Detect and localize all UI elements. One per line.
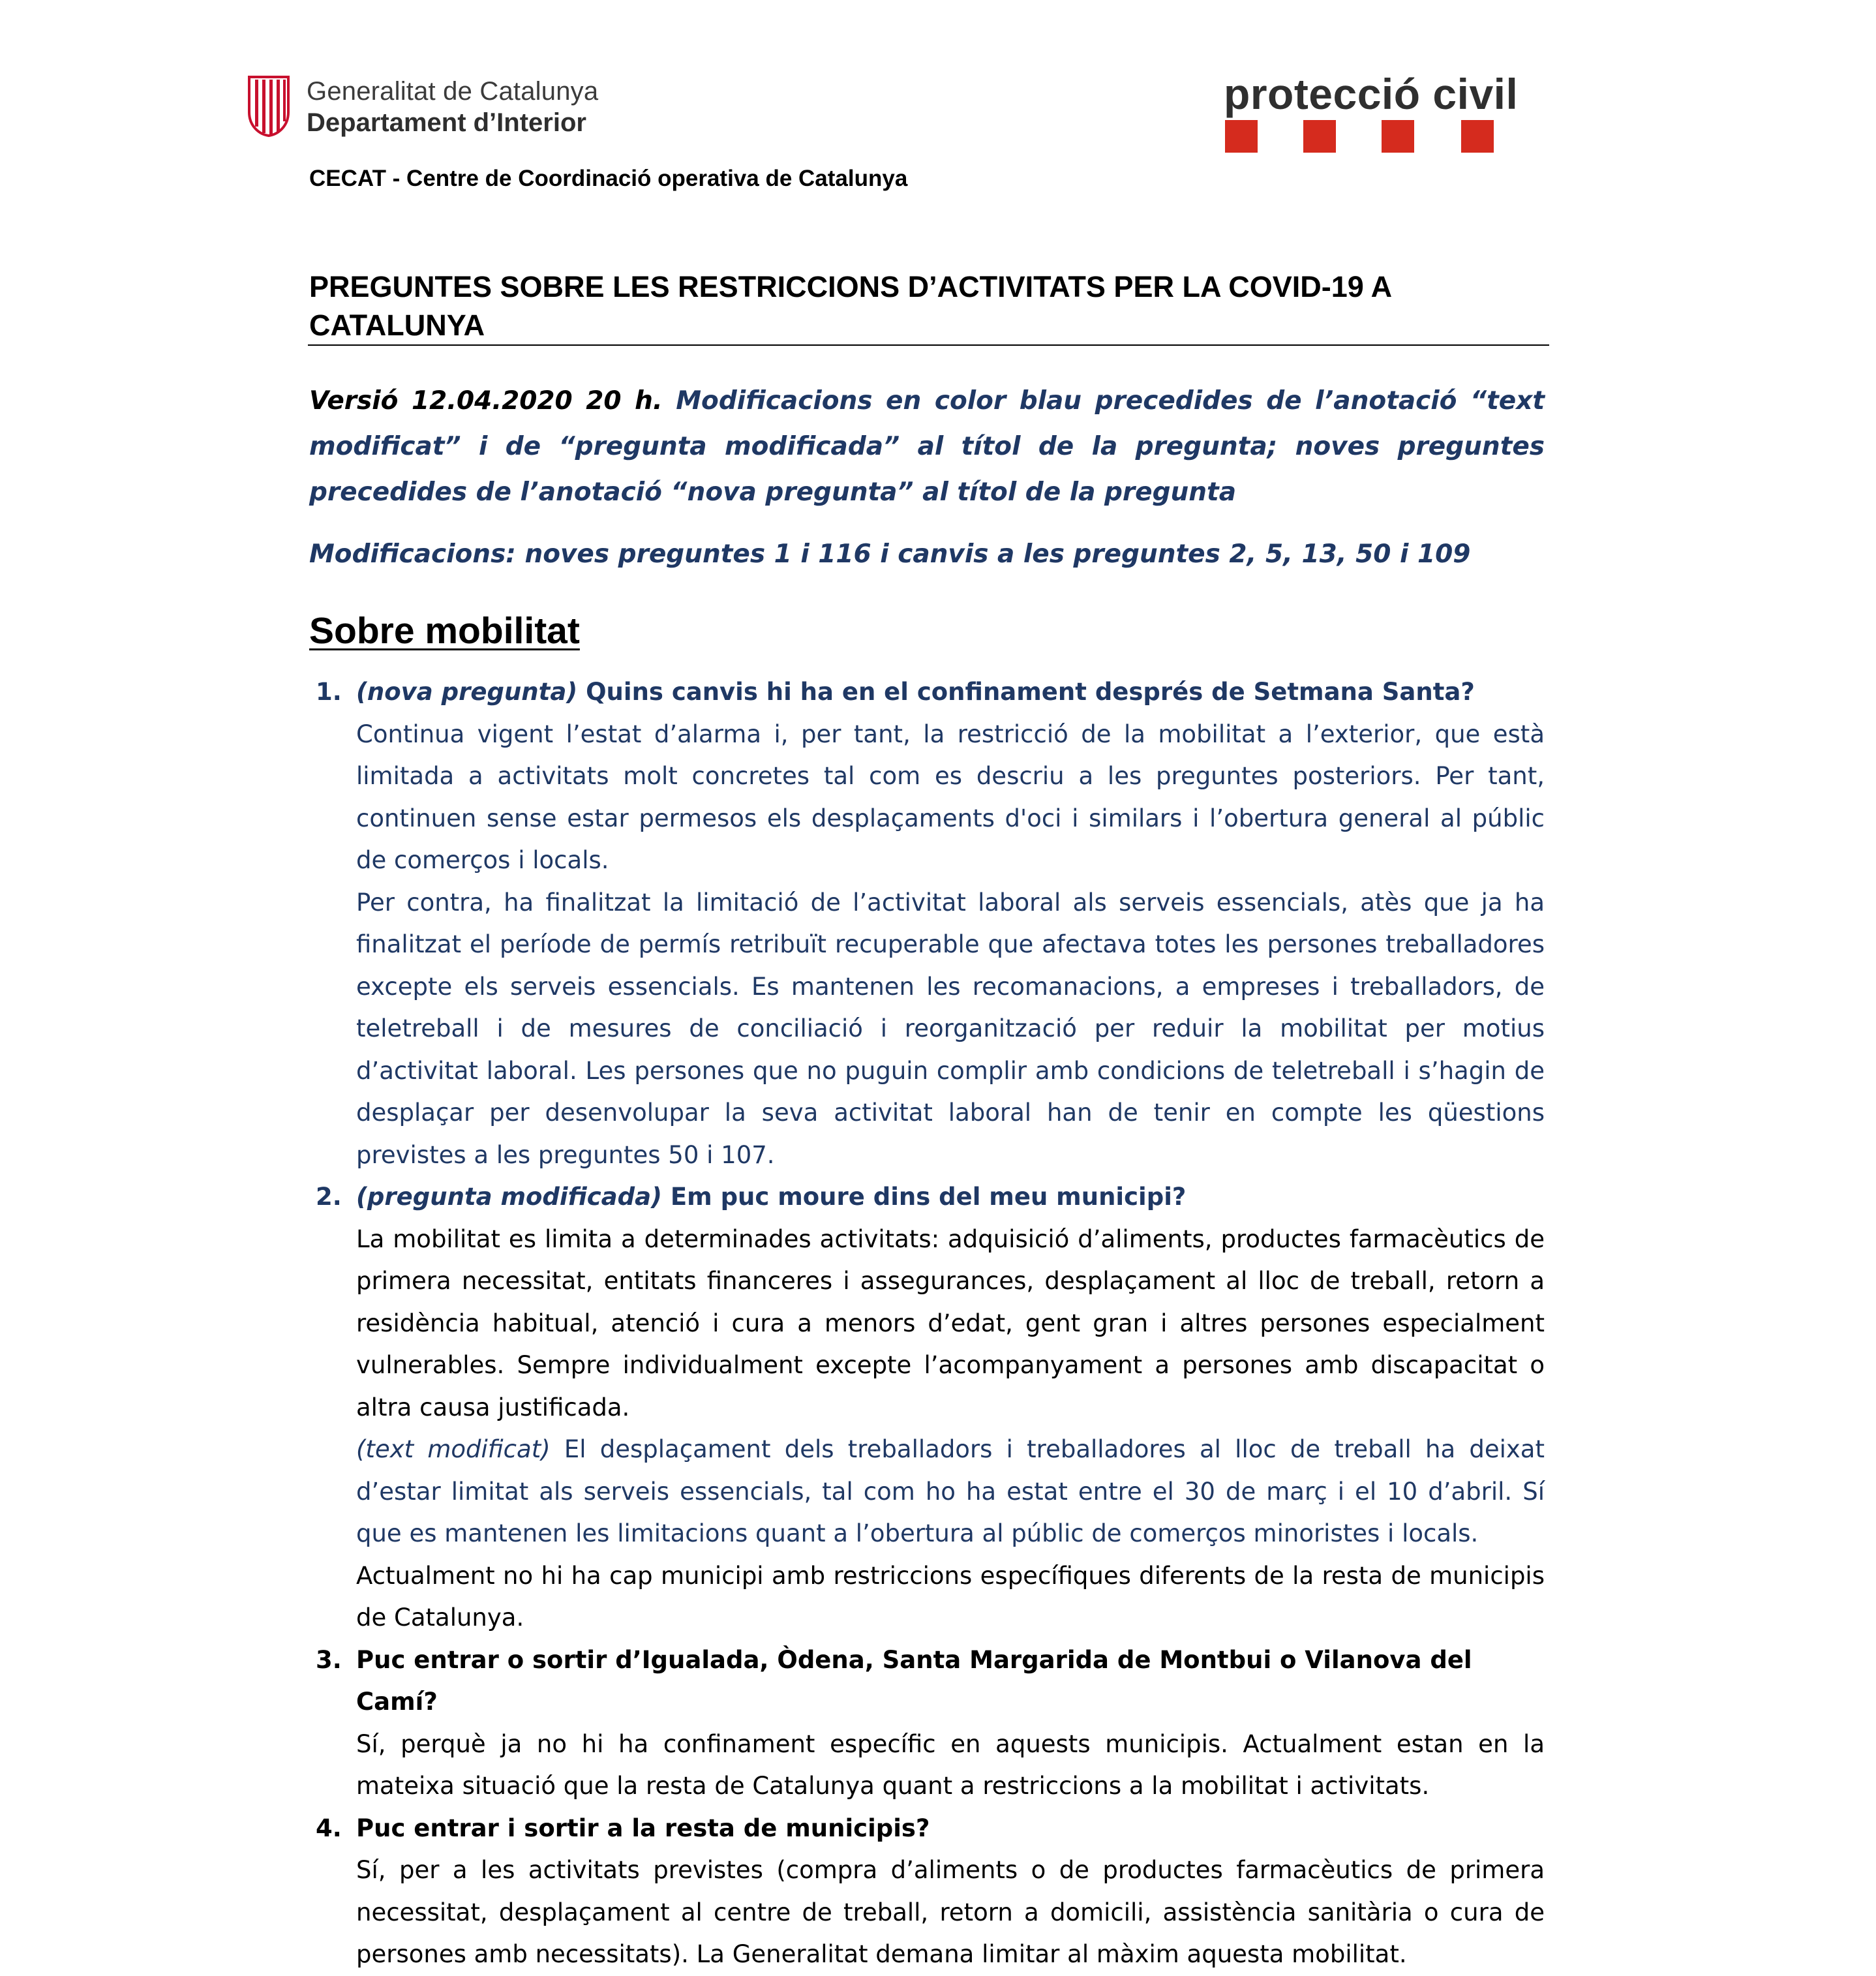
question-tag: (pregunta modificada) xyxy=(356,1183,662,1211)
generalitat-logo xyxy=(247,74,612,140)
text-modified-tag: (text modificat) xyxy=(356,1435,551,1463)
proteccio-civil-logo-text: protecció civil xyxy=(1224,70,1519,118)
title-divider xyxy=(308,344,1549,346)
red-squares-icon xyxy=(1225,120,1494,153)
question-list xyxy=(309,671,1545,1976)
answer-paragraph: Sí, perquè ja no hi ha confinament específic en aquests municipis. Actualment estan en la mateixa situació que la resta de Catalunya quant a restriccions a la mobilitat i activitats. xyxy=(356,1729,1545,1800)
generalitat-shield-icon xyxy=(247,74,291,137)
question-1-title xyxy=(309,671,1545,714)
question-text: Quins canvis hi ha en el confinament després de Setmana Santa? xyxy=(586,678,1475,706)
question-text: Em puc moure dins del meu municipi? xyxy=(670,1183,1187,1211)
modified-text: El desplaçament dels treballadors i treballadores al lloc de treball ha deixat d’estar limitat als serveis essencials, tal com ho ha estat entre el 30 de març i el 10 d’abril. Sí que es mantenen les limitacions quant a l’obertura al públic de comerços minoristes i locals. xyxy=(356,1435,1545,1547)
answer-paragraph: Continua vigent l’estat d’alarma i, per tant, la restricció de la mobilitat a l’exterior, que està limitada a activitats molt concretes tal com es descriu a les preguntes posteriors. Per tant, continuen sense estar permesos els desplaçaments d'oci i similars i l’obertura general al públic de comerços i locals. xyxy=(356,720,1545,874)
changes-note: Modificacions: noves preguntes 1 i 116 i canvis a les preguntes 2, 5, 13, 50 i 109 xyxy=(309,540,1471,569)
question-2-title xyxy=(309,1176,1545,1219)
question-text: Puc entrar o sortir d’Igualada, Òdena, Santa Margarida de Montbui o Vilanova del Camí? xyxy=(356,1645,1472,1716)
version-description: Modificacions en color blau precedides de l’anotació “text modificat” i de “pregunta modificada” al títol de la pregunta; noves preguntes precedides de l’anotació “nova pregunta” al títol de la pregunta xyxy=(309,386,1545,507)
question-number: 2. xyxy=(316,1183,342,1211)
organisation-line: CECAT - Centre de Coordinació operativa de Catalunya xyxy=(309,166,908,191)
question-number: 3. xyxy=(316,1645,342,1674)
version-note xyxy=(309,378,1545,515)
question-number: 4. xyxy=(316,1814,342,1842)
question-tag: (nova pregunta) xyxy=(356,678,578,706)
generalitat-logo-text xyxy=(307,76,598,138)
document-title: PREGUNTES SOBRE LES RESTRICCIONS D’ACTIVITATS PER LA COVID-19 A CATALUNYA xyxy=(309,270,1391,342)
answer-paragraph: Per contra, ha finalitzat la limitació de l’activitat laboral als serveis essencials, atès que ja ha finalitzat el període de permís retribuït recuperable que afectava totes les persones treballadores excepte els serveis essencials. Es mantenen les recomanacions, a empreses i treballadors, de teletreball i de mesures de conciliació i reorganització per reduir la mobilitat per motius d’activitat laboral. Les persones que no puguin complir amb condicions de teletreball i s’hagin de desplaçar per desenvolupar la seva activitat laboral han de tenir en compte les qüestions previstes a les preguntes 50 i 107. xyxy=(356,888,1545,1169)
version-label: Versió 12.04.2020 20 h. xyxy=(309,386,663,416)
question-3-title xyxy=(309,1639,1545,1724)
generalitat-name: Generalitat de Catalunya xyxy=(307,77,599,106)
answer-paragraph: Actualment no hi ha cap municipi amb restriccions específiques diferents de la resta de municipis de Catalunya. xyxy=(356,1561,1545,1632)
section-heading: Sobre mobilitat xyxy=(309,610,580,652)
answer-paragraph-modified xyxy=(309,1429,1545,1555)
answer-paragraph: La mobilitat es limita a determinades activitats: adquisició d’aliments, productes farmacèutics de primera necessitat, entitats financeres i assegurances, desplaçament al lloc de treball, retorn a residència habitual, atenció i cura a menors d’edat, gent gran i altres persones especialment vulnerables. Sempre individualment excepte l’acompanyament a persones amb discapacitat o altra causa justificada. xyxy=(356,1224,1545,1421)
answer-paragraph: Sí, per a les activitats previstes (compra d’aliments o de productes farmacèutics de primera necessitat, desplaçament al centre de treball, retorn a domicili, assistència sanitària o cura de persones amb necessitats). La Generalitat demana limitar al màxim aquesta mobilitat. xyxy=(356,1856,1545,1968)
question-text: Puc entrar i sortir a la resta de municipis? xyxy=(356,1814,930,1842)
proteccio-civil-logo xyxy=(1224,69,1524,154)
question-4-title xyxy=(309,1808,1545,1850)
question-number: 1. xyxy=(316,678,342,706)
department-name: Departament d’Interior xyxy=(307,108,586,137)
